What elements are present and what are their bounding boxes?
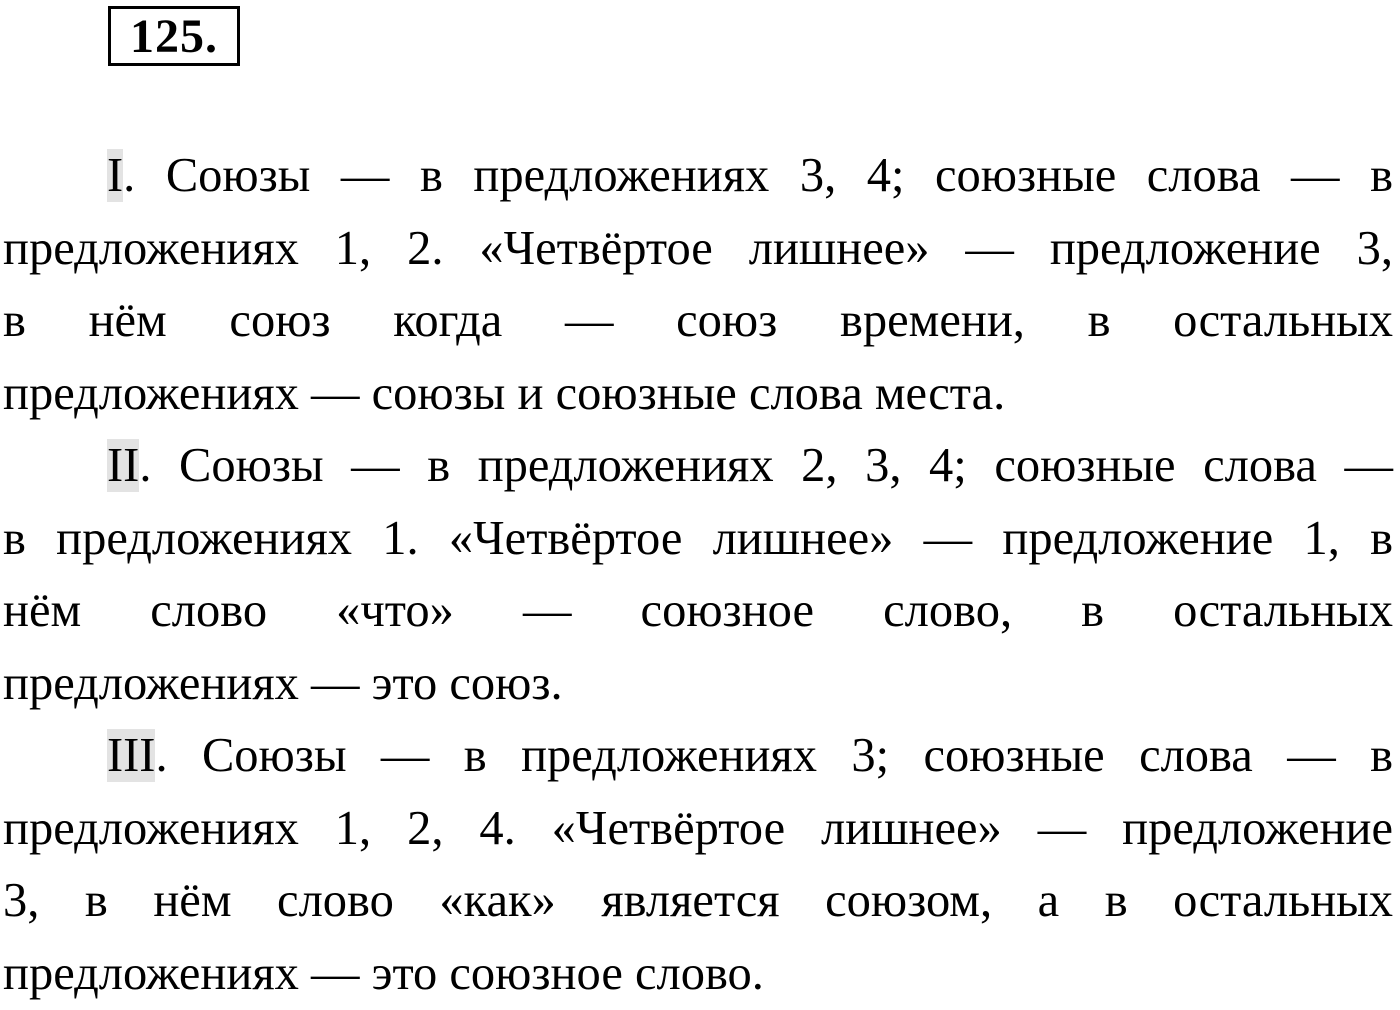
line-text: . Союзы — в предложениях 3, 4; союзные слова — в <box>123 149 1393 202</box>
paragraph-1-line-4: предложениях — союзы и союзные слова места. <box>3 358 1393 431</box>
paragraph-2-line-1 <box>3 430 1393 503</box>
paragraph-2-line-2: в предложениях 1. «Четвёртое лишнее» — предложение 1, в <box>3 503 1393 576</box>
roman-marker-3: III <box>107 729 155 782</box>
paragraph-3-line-3: 3, в нём слово «как» является союзом, а в остальных <box>3 865 1393 938</box>
line-text: . Союзы — в предложениях 3; союзные слова — в <box>155 729 1393 782</box>
paragraph-3-line-1 <box>3 720 1393 793</box>
paragraph-1-line-1 <box>3 140 1393 213</box>
paragraph-2 <box>3 430 1393 720</box>
paragraph-3-line-2: предложениях 1, 2, 4. «Четвёртое лишнее» — предложение <box>3 793 1393 866</box>
paragraph-2-line-3: нём слово «что» — союзное слово, в остальных <box>3 575 1393 648</box>
paragraph-1-line-2: предложениях 1, 2. «Четвёртое лишнее» — предложение 3, <box>3 213 1393 286</box>
exercise-number: 125. <box>108 6 240 66</box>
roman-marker-2: II <box>107 439 139 492</box>
paragraph-3-line-4: предложениях — это союзное слово. <box>3 938 1393 1010</box>
paragraph-1-line-3: в нём союз когда — союз времени, в остальных <box>3 285 1393 358</box>
paragraph-1 <box>3 140 1393 430</box>
answer-text <box>3 140 1393 1010</box>
paragraph-3 <box>3 720 1393 1010</box>
roman-marker-1: I <box>107 149 123 202</box>
line-text: . Союзы — в предложениях 2, 3, 4; союзные слова — <box>139 439 1393 492</box>
paragraph-2-line-4: предложениях — это союз. <box>3 648 1393 721</box>
